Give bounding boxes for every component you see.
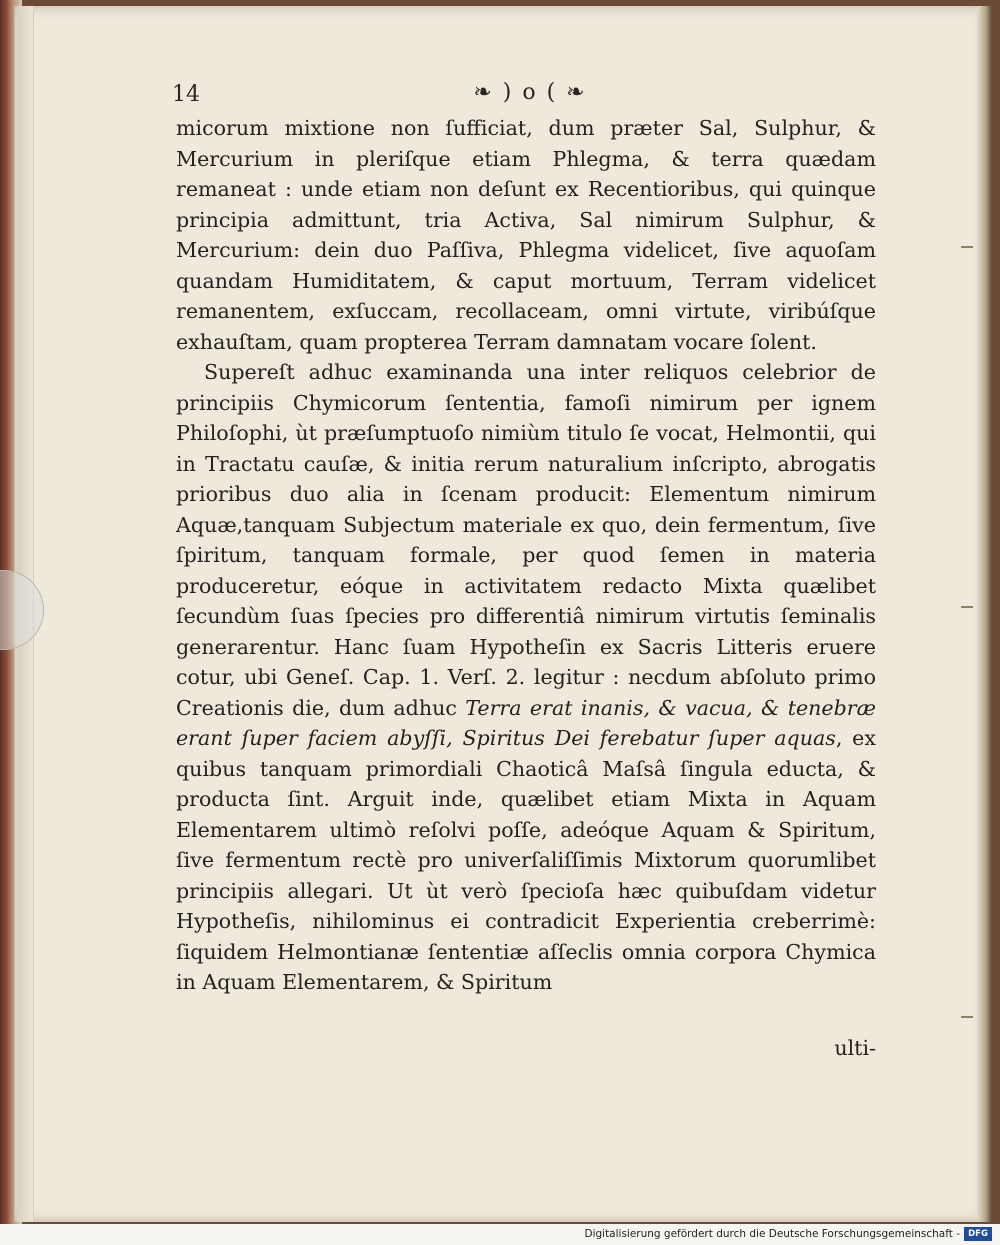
paragraph-1: micorum mixtione non ſufficiat, dum præter Sal, Sulphur, & Mercurium in pleriſque etiam Phlegma, & terra quædam remaneat : unde etiam non deſunt ex Recentioribus, qui quinque principia admittunt, tria Activa, Sal nimirum Sulphur, & Mercurium: dein duo Paſſiva, Phlegma videlicet, ſive aquoſam quandam Humiditatem, & caput mortuum, Terram videlicet remanentem, exſuccam, recollaceam, omni virtute, viribúſque exhauſtam, quam propterea Terram damnatam vocare ſolent. xyxy=(176,116,876,354)
funding-credit: Digitalisierung gefördert durch die Deutsche Forschungsgemeinschaft - xyxy=(584,1228,960,1240)
page-right-edge xyxy=(977,6,991,1222)
dfg-logo: DFG xyxy=(964,1227,992,1241)
edge-mark xyxy=(961,1016,973,1018)
catchword: ulti- xyxy=(834,1036,876,1060)
scripture-quote: Terra erat inanis, & vacua, & tenebræ erant ſuper faciem abyſſi, Spiritus Dei ferebatur ſuper aquas xyxy=(176,695,876,750)
body-text xyxy=(176,113,876,998)
paragraph-2-part-b: , ex quibus tanquam primordiali Chaoticâ Maſsâ ſingula educta, & producta ſint. Arguit inde, quælibet etiam Mixta in Aquam Elementarem ultimò reſolvi poſſe, adeóque Aquam & Spiritum, ſive fermentum rectè pro univerſaliſſimis Mixtorum quorumlibet principiis allegari. Ut ùt verò ſpecioſa hæc quibuſdam videtur Hypotheſis, nihilominus ei contradicit Experientia creberrimè: ſiquidem Helmontianæ ſententiæ aſſeclis omnia corpora Chymica in Aquam Elementarem, & Spiritum xyxy=(176,726,876,994)
footer-bar xyxy=(0,1224,1000,1245)
paragraph-2 xyxy=(176,357,876,998)
paragraph-2-part-a: Supereſt adhuc examinanda una inter reliquos celebrior de principiis Chymicorum ſententia, famoſi nimirum per ignem Philoſophi, ùt præſumptuoſo nimiùm titulo ſe vocat, Helmontii, qui in Tractatu cauſæ, & initia rerum naturalium inſcripto, abrogatis prioribus duo alia in ſcenam producit: Elementum nimirum Aquæ,tanquam Subjectum materiale ex quo, dein fermentum, ſive ſpiritum, tanquam formale, per quod ſemen in materia produceretur, eóque in activitatem redacto Mixta quælibet ſecundùm ſuas ſpecies pro differentiâ nimirum virtutis ſeminalis generarentur. Hanc ſuam Hypotheſin ex Sacris Litteris eruere cotur, ubi Geneſ. Cap. 1. Verſ. 2. legitur : necdum abſoluto primo Creationis die, dum adhuc xyxy=(176,360,876,720)
header-ornament: ❧ ) o ( ❧ xyxy=(473,80,587,105)
page-number: 14 xyxy=(172,82,200,107)
edge-mark xyxy=(961,246,973,248)
edge-mark xyxy=(961,606,973,608)
